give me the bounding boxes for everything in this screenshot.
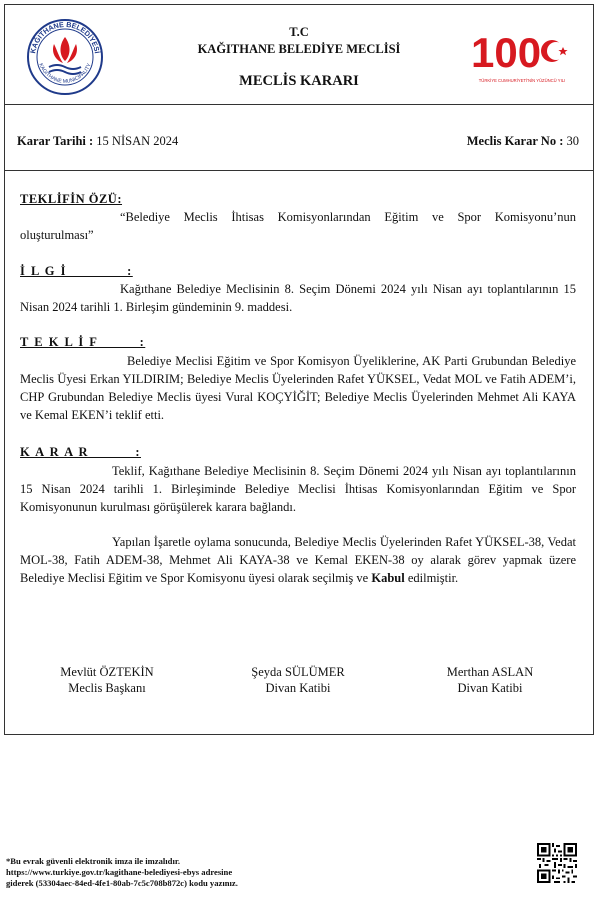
signatory-title: Meclis Başkanı bbox=[68, 681, 146, 695]
teklif-text: Belediye Meclisi Eğitim ve Spor Komisyon Üyeliklerine, AK Parti Grubundan Belediye Meclis Üyesi Erkan YILDIRIM; Belediye Meclis Üyelerinden Rafet YÜKSEL, Vedat MOL ve Fatih ADEM’i, CHP Grubundan Belediye Meclis üyesi Vural KOÇYİĞİT; Belediye Meclis Üyelerinden Mehmet Ali KAYA ve Kemal EKEN’i teklif etti. bbox=[20, 354, 576, 422]
svg-text:KAĞITHANE BELEDİYESİ: KAĞITHANE BELEDİYESİ bbox=[28, 19, 102, 55]
signatory-name: Merthan ASLAN bbox=[446, 665, 534, 679]
decision-number-label: Meclis Karar No : bbox=[466, 134, 564, 148]
header-divider bbox=[5, 104, 593, 105]
summary-text: “Belediye Meclis İhtisas Komisyonlarından Eğitim ve Spor Komisyonu’nun oluşturulması” bbox=[20, 210, 576, 242]
ilgi-heading: İ L G İ : bbox=[20, 264, 133, 278]
decision-date-value: 15 NİSAN 2024 bbox=[96, 134, 179, 148]
teklif-heading: T E K L İ F : bbox=[20, 335, 146, 349]
karar-text-2-main: Yapılan İşaretle oylama sonucunda, Belediye Meclis Üyelerinden Rafet YÜKSEL-38, Vedat MOL-38, Fatih ADEM-38, Mehmet Ali KAYA-38 ve Kemal EKEN-38 oy alarak görev yapmak üzere Belediye Meclisi Eğitim ve Spor Komisyonu üyesi olarak seçilmiş ve bbox=[20, 535, 576, 585]
signature-block-chair bbox=[32, 664, 182, 696]
summary-heading: TEKLİFİN ÖZÜ: bbox=[20, 192, 123, 206]
karar-heading: K A R A R : bbox=[20, 445, 141, 459]
karar-text-2-end: edilmiştir. bbox=[404, 571, 459, 585]
tc-title: T.C bbox=[289, 25, 309, 39]
decision-date-label: Karar Tarihi : bbox=[17, 134, 94, 148]
qr-code-icon bbox=[537, 843, 577, 883]
signature-block-clerk-2 bbox=[415, 664, 565, 696]
karar-text-1: Teklif, Kağıthane Belediye Meclisinin 8. Seçim Dönemi 2024 yılı Nisan ayı toplantılarının 15 Nisan 2024 tarihli 1. Birleşiminde Belediye Meclisi İhtisas Komisyonlarından Eğitim ve Spor Komisyonunun kurulması görüşülerek karara bağlandı. bbox=[20, 464, 576, 514]
signatory-name: Şeyda SÜLÜMER bbox=[251, 665, 345, 679]
signatory-name: Mevlüt ÖZTEKİN bbox=[60, 665, 154, 679]
decision-date bbox=[17, 134, 178, 149]
document-frame bbox=[4, 4, 594, 735]
kabul-word: Kabul bbox=[371, 571, 405, 585]
logo-number: 100 bbox=[471, 29, 542, 76]
signatory-title: Divan Katibi bbox=[457, 681, 523, 695]
e-signature-footer bbox=[6, 856, 238, 889]
footer-verification-url: https://www.turkiye.gov.tr/kagithane-belediyesi-ebys adresine bbox=[6, 867, 233, 877]
svg-text:KAGITHANE MUNICIPALITY: KAGITHANE MUNICIPALITY bbox=[37, 62, 93, 85]
decision-number bbox=[467, 134, 579, 149]
footer-verification-code: giderek (53304aec-84ed-4fe1-80ab-7c5c708b872c) kodu yazınız. bbox=[6, 878, 238, 888]
turkiye-100-logo bbox=[467, 27, 577, 87]
council-name: KAĞITHANE BELEDİYE MECLİSİ bbox=[197, 42, 401, 56]
ilgi-text: Kağıthane Belediye Meclisinin 8. Seçim Dönemi 2024 yılı Nisan ayı toplantılarının 15 Nisan 2024 tarihli 1. Birleşim gündeminin 9. maddesi. bbox=[20, 282, 576, 314]
karar-text-2 bbox=[20, 533, 576, 587]
decision-number-value: 30 bbox=[566, 134, 579, 148]
signature-block-clerk-1 bbox=[223, 664, 373, 696]
document-type-title: MECLİS KARARI bbox=[239, 73, 359, 89]
logo-caption: TÜRKİYE CUMHURİYETİ'NİN YÜZÜNCÜ YILI bbox=[478, 78, 566, 83]
signatory-title: Divan Katibi bbox=[265, 681, 331, 695]
meta-divider bbox=[5, 170, 593, 171]
footer-signature-note: *Bu evrak güvenli elektronik imza ile imzalıdır. bbox=[6, 856, 181, 866]
